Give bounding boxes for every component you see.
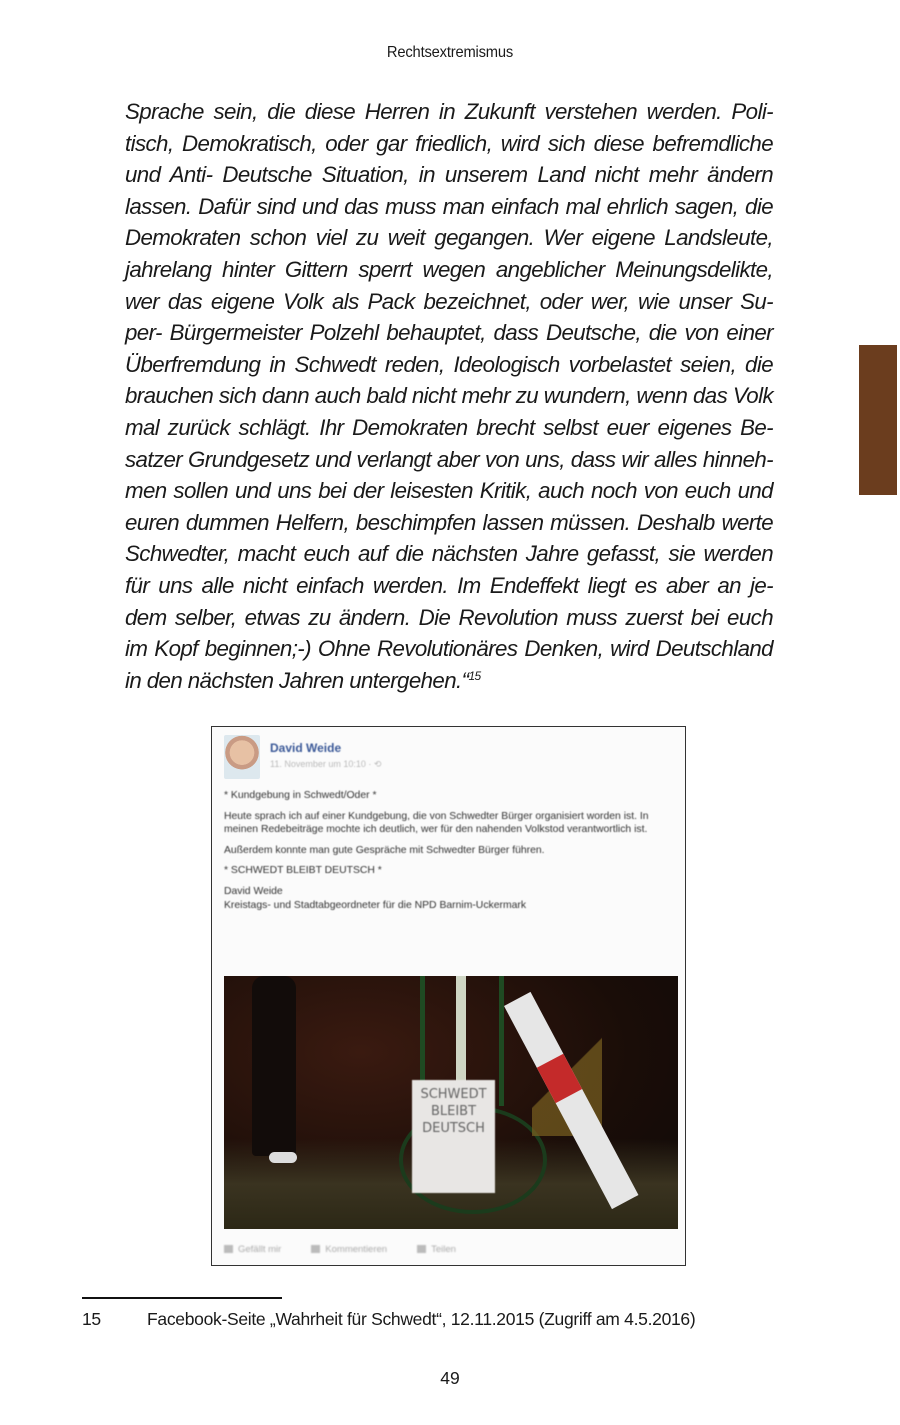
post-timestamp: 11. November um 10:10 · ⟲ bbox=[270, 759, 382, 769]
author-name: David Weide bbox=[270, 741, 342, 755]
text-line: men sollen und uns bei der leisesten Kritik, auch noch von euch und bbox=[125, 478, 773, 504]
running-header: Rechtsextremismus bbox=[386, 44, 514, 61]
text-line: Sprache sein, die diese Herren in Zukunft verstehen werden. Poli- bbox=[125, 99, 773, 124]
text-line: dem selber, etwas zu ändern. Die Revolution muss zuerst bei euch bbox=[125, 604, 773, 630]
text-line: Demokraten schon viel zu weit gegangen. Wer eigene Landsleute, bbox=[125, 225, 773, 251]
photo-shoe bbox=[269, 1152, 297, 1163]
text-line: lassen. Dafür sind und das muss man einfach mal ehrlich sagen, die bbox=[125, 193, 773, 219]
footnote-reference[interactable]: 15 bbox=[468, 668, 481, 683]
footnote bbox=[82, 1309, 695, 1330]
chapter-thumb-tab bbox=[859, 345, 897, 495]
post-title: * Kundgebung in Schwedt/Oder * bbox=[224, 790, 377, 801]
comment-button[interactable]: Kommentieren bbox=[311, 1244, 387, 1255]
quoted-body-text bbox=[125, 96, 773, 696]
text-line: jahrelang hinter Gittern sperrt wegen angeblicher Meinungsdelikte, bbox=[125, 256, 773, 282]
footnote-divider bbox=[82, 1297, 282, 1299]
text-line: Überfremdung in Schwedt reden, Ideologisch vorbelastet seien, die bbox=[125, 351, 773, 377]
text-line: in den nächsten Jahren untergehen.“ bbox=[125, 667, 469, 693]
facebook-post-screenshot bbox=[211, 726, 686, 1266]
post-paragraph: Außerdem konnte man gute Gespräche mit Schwedter Bürger führen. bbox=[224, 844, 545, 856]
photo-person bbox=[252, 976, 296, 1156]
avatar bbox=[224, 735, 260, 779]
text-line: Schwedter, macht euch auf die nächsten Jahre gefasst, sie werden bbox=[125, 541, 773, 567]
signature-name: David Weide bbox=[224, 885, 283, 897]
share-button[interactable]: Teilen bbox=[417, 1244, 456, 1255]
thumbs-up-icon bbox=[224, 1245, 233, 1253]
post-slogan: * SCHWEDT BLEIBT DEUTSCH * bbox=[224, 865, 382, 877]
footnote-number: 15 bbox=[82, 1309, 101, 1329]
post-header bbox=[224, 735, 381, 779]
photo-sign: SCHWEDT BLEIBT DEUTSCH bbox=[412, 1080, 495, 1193]
photo-tree-trunk bbox=[456, 976, 466, 1096]
signature-role: Kreistags- und Stadtabgeordneter für die NPD Barnim-Uckermark bbox=[224, 899, 527, 911]
text-line: mal zurück schlägt. Ihr Demokraten brecht selbst euer eigenes Be- bbox=[125, 414, 773, 440]
text-line: im Kopf beginnen;-) Ohne Revolutionäres Denken, wird Deutschland bbox=[125, 636, 773, 662]
text-line: euren dummen Helfern, beschimpfen lassen müssen. Deshalb werte bbox=[125, 509, 773, 535]
comment-icon bbox=[311, 1245, 320, 1253]
share-icon bbox=[417, 1245, 426, 1253]
page-number: 49 bbox=[440, 1368, 460, 1388]
text-line: brauchen sich dann auch bald nicht mehr zu wundern, wenn das Volk bbox=[125, 383, 773, 409]
post-photo bbox=[224, 976, 678, 1229]
text-line-last bbox=[125, 665, 773, 697]
post-actions bbox=[224, 1244, 456, 1255]
post-body bbox=[224, 789, 679, 919]
text-line: tisch, Demokratisch, oder gar friedlich, wird sich diese befremdliche bbox=[125, 130, 773, 156]
text-line: und Anti- Deutsche Situation, in unserem Land nicht mehr ändern bbox=[125, 162, 773, 188]
text-line: für uns alle nicht einfach werden. Im Endeffekt liegt es aber an je- bbox=[125, 572, 773, 598]
photo-tree-guard-bar bbox=[499, 976, 504, 1106]
text-line: satzer Grundgesetz und verlangt aber von uns, dass wir alles hinneh- bbox=[125, 446, 773, 472]
post-paragraph: Heute sprach ich auf einer Kundgebung, die von Schwedter Bürger organisiert worden ist. In meinen Redebeiträge mochte ich deutlich, wer für den nahenden Volkstod verantwortlich ist. bbox=[224, 810, 649, 836]
text-line: wer das eigene Volk als Pack bezeichnet, oder wer, wie unser Su- bbox=[125, 288, 773, 314]
like-button[interactable]: Gefällt mir bbox=[224, 1244, 281, 1255]
text-line: per- Bürgermeister Polzehl behauptet, dass Deutsche, die von einer bbox=[125, 320, 773, 346]
footnote-text: Facebook-Seite „Wahrheit für Schwedt“, 12.11.2015 (Zugriff am 4.5.2016) bbox=[147, 1309, 696, 1329]
